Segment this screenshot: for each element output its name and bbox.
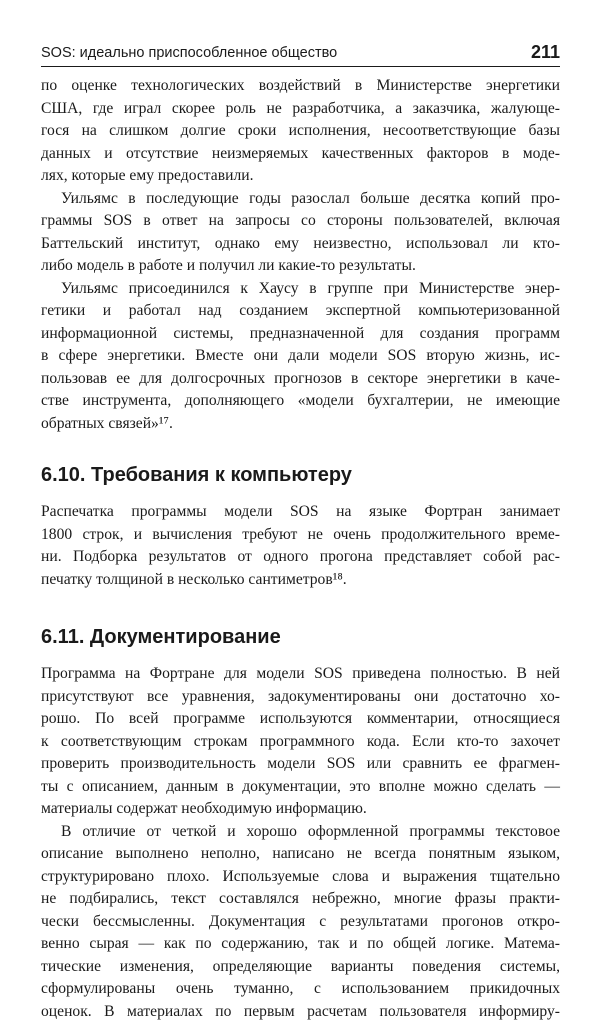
text-line: проверить производительность модели SOS или сравнить ее фрагмен- <box>41 753 560 776</box>
text-line: Уильямс в последующие годы разослал больше десятка копий про- <box>41 188 560 211</box>
section-heading: 6.10. Требования к компьютеру <box>41 463 560 487</box>
text-line: В отличие от четкой и хорошо оформленной программы текстовое <box>41 821 560 844</box>
paragraph <box>41 188 560 278</box>
text-line: данных и отсутствие неизмеряемых качественных факторов в моде- <box>41 143 560 166</box>
text-line: описание выполнено неполно, написано не всегда понятным языком, <box>41 843 560 866</box>
text-line: 1800 строк, и вычисления требуют не очень продолжительного време- <box>41 524 560 547</box>
paragraph <box>41 278 560 436</box>
text-line: рошо. По всей программе используются комментарии, относящиеся <box>41 708 560 731</box>
text-line: ты с описанием, данным в документации, это вполне можно сделать — <box>41 776 560 799</box>
text-line: стве инструмента, дополняющего «модели бухгалтерии, не имеющие <box>41 390 560 413</box>
text-line: присутствуют все уравнения, задокументированы они достаточно хо- <box>41 686 560 709</box>
body-text <box>41 75 560 1023</box>
text-line: Уильямс присоединился к Хаусу в группе при Министерстве энер- <box>41 278 560 301</box>
text-line: граммы SOS в ответ на запросы со стороны пользователей, включая <box>41 210 560 233</box>
text-line: в сфере энергетики. Вместе они дали модели SOS вторую жизнь, ис- <box>41 345 560 368</box>
text-line: сформулированы очень туманно, с использованием прикидочных <box>41 978 560 1001</box>
paragraph <box>41 501 560 591</box>
paragraph <box>41 75 560 188</box>
paragraph <box>41 821 560 1023</box>
text-line: гетики и работал над созданием экспертной компьютеризованной <box>41 300 560 323</box>
text-line: не подбирались, текст составлялся небрежно, многие фразы практи- <box>41 888 560 911</box>
text-line: оценок. В материалах по первым расчетам пользователя информиру- <box>41 1001 560 1023</box>
text-line: тические изменения, определяющие варианты поведения системы, <box>41 956 560 979</box>
text-line: Распечатка программы модели SOS на языке Фортран занимает <box>41 501 560 524</box>
text-line: либо модель в работе и получил ли какие-то результаты. <box>41 255 560 278</box>
page-number: 211 <box>531 42 560 63</box>
text-line: Баттельский институт, однако ему неизвестно, использовал ли кто- <box>41 233 560 256</box>
running-head-title: SOS: идеально приспособленное общество <box>41 45 337 61</box>
text-line: пользовав ее для долгосрочных прогнозов в секторе энергетики в каче- <box>41 368 560 391</box>
text-line: Программа на Фортране для модели SOS приведена полностью. В ней <box>41 663 560 686</box>
section-heading: 6.11. Документирование <box>41 625 560 649</box>
text-line: информационной системы, предназначенной для создания программ <box>41 323 560 346</box>
text-line: гося на слишком долгие сроки исполнения, несоответствующие базы <box>41 120 560 143</box>
text-line: чески бессмысленны. Документация с результатами прогонов откро- <box>41 911 560 934</box>
text-line: США, где играл скорее роль не разработчика, а заказчика, жалующе- <box>41 98 560 121</box>
text-line: венно сырая — как по содержанию, так и по общей логике. Матема- <box>41 933 560 956</box>
running-head <box>41 42 560 67</box>
text-line: ни. Подборка результатов от одного прогона представляет собой рас- <box>41 546 560 569</box>
text-line: к соответствующим строкам программного кода. Если кто-то захочет <box>41 731 560 754</box>
text-line: материалы содержат необходимую информацию. <box>41 798 560 821</box>
text-line: обратных связей»¹⁷. <box>41 413 560 436</box>
text-line: печатку толщиной в несколько сантиметров¹⁸. <box>41 569 560 592</box>
paragraph <box>41 663 560 821</box>
text-line: по оценке технологических воздействий в Министерстве энергетики <box>41 75 560 98</box>
text-line: лях, которые ему предоставили. <box>41 165 560 188</box>
text-line: структурировано плохо. Используемые слова и выражения тщательно <box>41 866 560 889</box>
